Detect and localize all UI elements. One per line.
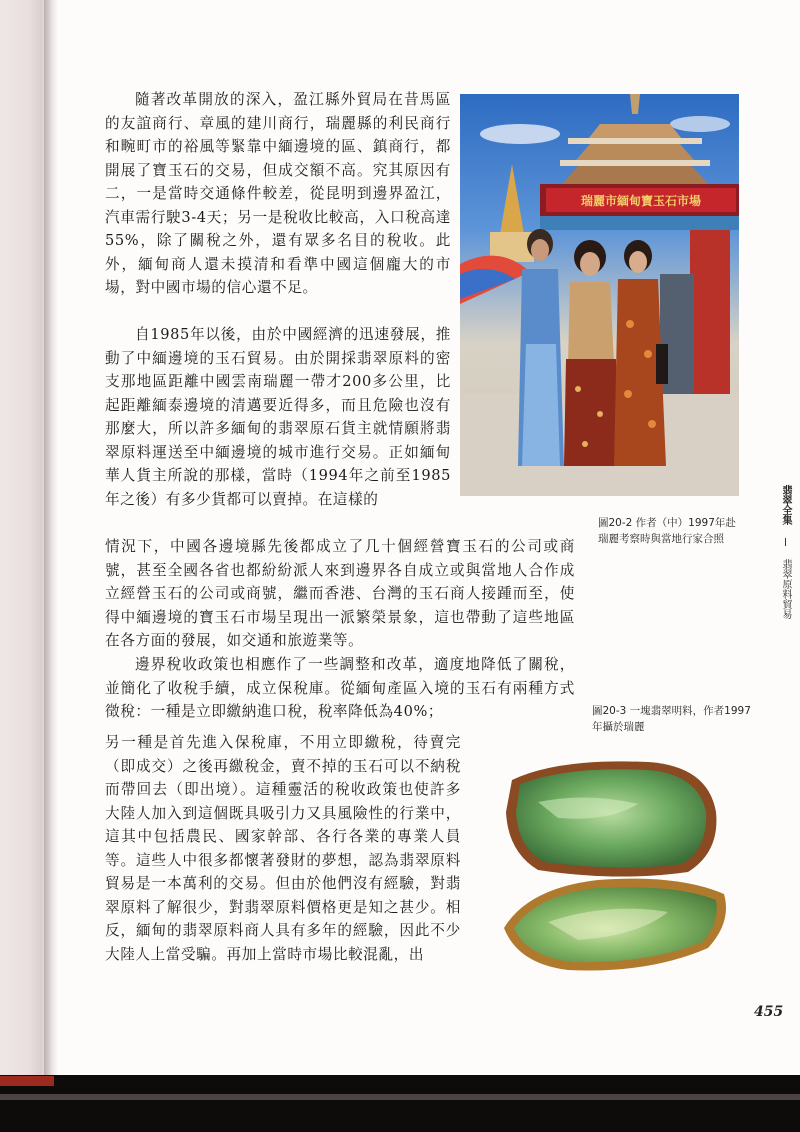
side-section-tab <box>777 485 791 619</box>
page-number: 455 <box>754 1004 784 1020</box>
photo-caption: 圖20-2 作者（中）1997年赴瑞麗考察時與當地行家合照 <box>598 517 736 545</box>
binding-shadow <box>44 0 58 1075</box>
body-paragraph-1: 隨著改革開放的深入，盈江縣外貿局在昔馬區的友誼商行、章風的建川商行，瑞麗縣的利民商行和畹町市的裕風等緊靠中緬邊境的區、鎮商行，都開展了寶玉石的交易，但成交額不高。究其原因有二，一是當時交通條件較差，從昆明到邊界盈江，汽車需行駛3-4天；另一是稅收比較高，入口稅高達55%，除了關稅之外，還有眾多名目的稅收。此外，緬甸商人還未摸清和看準中國這個龐大的市場，對中國市場的信心還不足。 <box>105 91 451 296</box>
series-title: 翡翠全集 <box>780 485 791 525</box>
gate-sign-text: 瑞麗市緬甸寶玉石市場 <box>580 194 702 208</box>
body-paragraph-5: 另一種是首先進入保稅庫，不用立即繳稅，待賣完（即成交）之後再繳稅金，賣不掉的玉石可以不納稅而帶回去（即出境）。這種靈活的稅收政策也使許多大陸人加入到這個既具吸引力又具風險性的行業中，這其中包括農民、國家幹部、各行各業的專業人員等。這些人中很多都懷著發財的夢想，認為翡翠原料貿易是一本萬利的交易。但由於他們沒有經驗，對翡翠原料了解很少，對翡翠原料價格更是知之甚少。相反，緬甸的翡翠原料商人具有多年的經驗，因此不少大陸人上當受騙。再加上當時市場比較混亂，出 <box>105 734 461 963</box>
body-paragraph-2: 自1985年以後，由於中國經濟的迅速發展，推動了中緬邊境的玉石貿易。由於開採翡翠原料的密支那地區距離中國雲南瑞麗一帶才200多公里，比起距離緬泰邊境的清邁要近得多，而且危險也沒有那麼大，所以許多緬甸的翡翠原石貨主就情願將翡翠原料運送至中緬邊境的城市進行交易。正如緬甸華人貨主所說的那樣，當時（1994年之前至1985年之後）有多少貨都可以賣掉。在這樣的 <box>105 326 451 508</box>
jade-raw-material-image <box>498 752 733 978</box>
side-tab-divider <box>785 538 786 546</box>
body-paragraph-3: 情況下，中國各邊境縣先後都成立了几十個經營寶玉石的公司或商號，甚至全國各省也都紛紛派人來到邊界各自成立或與當地人合作成立經營玉石的公司或商號，繼而香港、台灣的玉石商人接踵而至，使得中緬邊境的寶玉石市場呈現出一派繁榮景象，這也帶動了這些地區在各方面的發展，如交通和旅遊業等。 <box>105 538 575 649</box>
body-paragraph-4: 邊界稅收政策也相應作了一些調整和改革，適度地降低了關稅，並簡化了收稅手續，成立保稅庫。從緬甸產區入境的玉石有兩種方式徵稅：一種是立即繳納進口稅，稅率降低為40%； <box>105 656 575 720</box>
scan-bottom-edge <box>0 1075 800 1132</box>
scan-edge-strip <box>0 1094 800 1100</box>
jade-caption: 圖20-3 一塊翡翠明料，作者1997年攝於瑞麗 <box>592 705 751 733</box>
scan-edge-red-mark <box>0 1076 54 1086</box>
market-gate-photo <box>460 94 739 496</box>
chapter-title: 翡翠原料貿易 <box>780 559 791 619</box>
